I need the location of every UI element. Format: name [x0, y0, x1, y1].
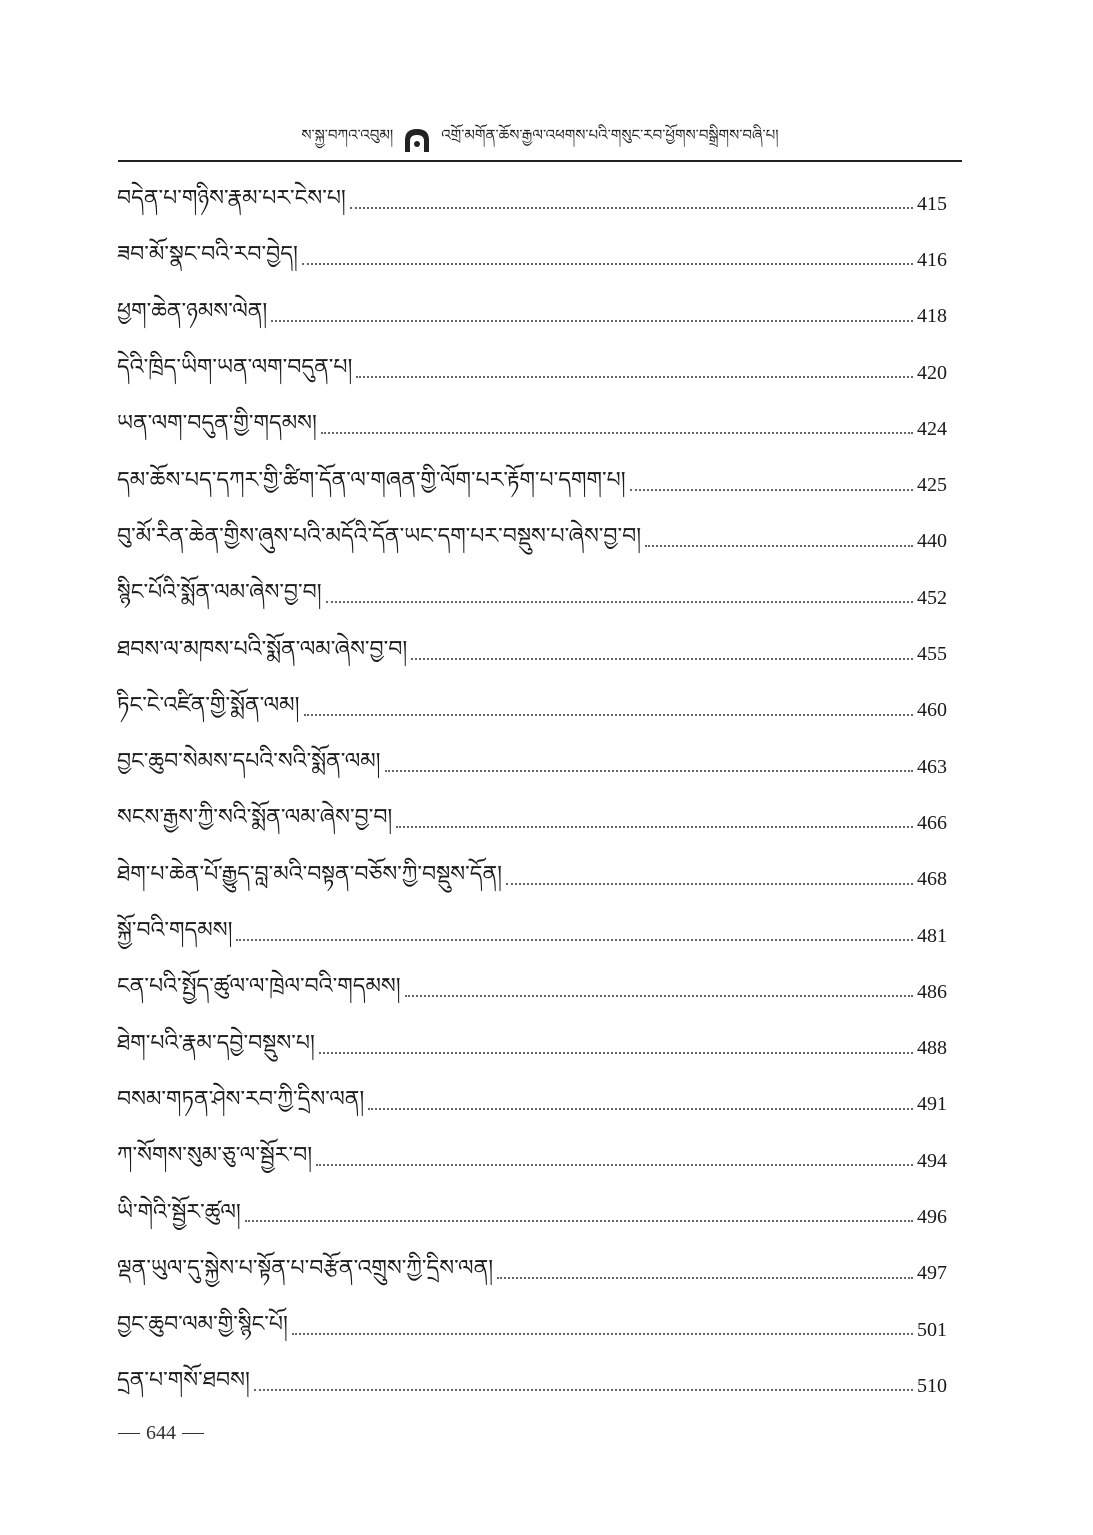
- toc-entry: [117, 626, 947, 682]
- toc-entry: [117, 1302, 947, 1358]
- dot-leader: [321, 432, 913, 434]
- toc-entry-page: 418: [917, 305, 947, 328]
- toc-entry-page: 455: [917, 643, 947, 666]
- toc-entry-title: དེའི་ཁྲིད་ཡིག་ཡན་ལག་བདུན་པ།: [117, 355, 353, 381]
- dot-leader: [506, 883, 913, 885]
- toc-entry-page: 496: [917, 1205, 947, 1228]
- toc-entry: [117, 1133, 947, 1189]
- toc-entry-title: བདེན་པ་གཉིས་རྣམ་པར་ངེས་པ།: [117, 186, 346, 212]
- toc-entry-page: 440: [917, 530, 947, 553]
- dot-leader: [254, 1389, 913, 1391]
- toc-entry-page: 468: [917, 868, 947, 891]
- toc-entry-page: 416: [917, 248, 947, 271]
- toc-entry-title: བུ་མོ་རིན་ཆེན་གྱིས་ཞུས་པའི་མདོའི་དོན་ཡང་དག་པར་བསྡུས་པ་ཞེས་བྱ་བ།: [117, 523, 642, 549]
- toc-entry: [117, 795, 947, 851]
- page-footer: [118, 1422, 204, 1445]
- dot-leader: [271, 320, 913, 322]
- dot-leader: [304, 714, 914, 716]
- dot-leader: [302, 263, 913, 265]
- dot-leader: [236, 939, 913, 941]
- toc-entry-title: སྐྱོ་བའི་གདམས།: [117, 918, 233, 944]
- toc-entry-page: 486: [917, 980, 947, 1003]
- toc-entry-page: 415: [917, 192, 947, 215]
- toc-entry-title: ཐེག་པའི་རྣམ་དབྱེ་བསྡུས་པ།: [117, 1030, 315, 1056]
- table-of-contents: [117, 176, 947, 1415]
- dot-leader: [497, 1277, 913, 1279]
- toc-entry-page: 491: [917, 1093, 947, 1116]
- toc-entry-title: ཡི་གེའི་སྦྱོར་ཚུལ།: [117, 1199, 241, 1225]
- toc-entry: [117, 232, 947, 288]
- header-collection-title: ས་སྐྱ་བཀའ་འབུམ།: [301, 126, 394, 144]
- toc-entry-page: 510: [917, 1374, 947, 1397]
- dot-leader: [245, 1220, 913, 1222]
- toc-entry-title: དྲན་པ་གསོ་ཐབས།: [117, 1368, 250, 1394]
- toc-entry-page: 494: [917, 1149, 947, 1172]
- arch-emblem-icon: [403, 127, 431, 153]
- toc-entry-page: 488: [917, 1037, 947, 1060]
- toc-entry: [117, 683, 947, 739]
- toc-entry-page: 425: [917, 474, 947, 497]
- toc-entry-title: ཟབ་མོ་སྣང་བའི་རབ་བྱེད།: [117, 242, 298, 268]
- toc-entry-title: སངས་རྒྱས་ཀྱི་སའི་སྨོན་ལམ་ཞེས་བྱ་བ།: [117, 805, 393, 831]
- dot-leader: [316, 1164, 913, 1166]
- dot-leader: [356, 376, 913, 378]
- dot-leader: [326, 601, 913, 603]
- toc-entry: [117, 1020, 947, 1076]
- toc-entry-title: ཀ་སོགས་སུམ་ཅུ་ལ་སྦྱོར་བ།: [117, 1143, 313, 1169]
- dot-leader: [319, 1052, 913, 1054]
- toc-entry: [117, 908, 947, 964]
- dot-leader: [385, 770, 913, 772]
- toc-entry: [117, 1077, 947, 1133]
- toc-entry: [117, 176, 947, 232]
- toc-entry: [117, 1189, 947, 1245]
- toc-entry-title: བྱང་ཆུབ་སེམས་དཔའི་སའི་སྨོན་ལམ།: [117, 749, 381, 775]
- toc-entry-page: 452: [917, 586, 947, 609]
- toc-entry: [117, 1246, 947, 1302]
- dot-leader: [368, 1108, 913, 1110]
- toc-entry: [117, 345, 947, 401]
- dot-leader: [350, 207, 913, 209]
- toc-entry-title: ལྡན་ཡུལ་དུ་སྐྱེས་པ་སྟོན་པ་བརྩོན་འགྲུས་ཀྱི་དྲིས་ལན།: [117, 1255, 494, 1281]
- toc-entry-title: ཕྱག་ཆེན་ཉམས་ལེན།: [117, 298, 268, 324]
- toc-entry: [117, 739, 947, 795]
- dot-leader: [645, 545, 913, 547]
- page-number: 644: [146, 1422, 176, 1444]
- toc-entry: [117, 457, 947, 513]
- toc-entry: [117, 401, 947, 457]
- toc-entry-page: 501: [917, 1318, 947, 1341]
- dot-leader: [292, 1333, 913, 1335]
- toc-entry-title: ཐེག་པ་ཆེན་པོ་རྒྱུད་བླ་མའི་བསྟན་བཅོས་ཀྱི་བསྡུས་དོན།: [117, 861, 503, 887]
- toc-entry-title: ཐབས་ལ་མཁས་པའི་སྨོན་ལམ་ཞེས་བྱ་བ།: [117, 636, 408, 662]
- toc-entry-page: 481: [917, 924, 947, 947]
- dot-leader: [396, 826, 913, 828]
- toc-entry-title: བསམ་གཏན་ཤེས་རབ་ཀྱི་དྲིས་ལན།: [117, 1086, 365, 1112]
- toc-entry: [117, 289, 947, 345]
- toc-entry-title: ཡན་ལག་བདུན་གྱི་གདམས།: [117, 411, 317, 437]
- header-rule: [118, 160, 962, 162]
- toc-entry-page: 424: [917, 417, 947, 440]
- toc-entry: [117, 514, 947, 570]
- toc-entry-title: ངན་པའི་སྤྱོད་ཚུལ་ལ་ཁྲེལ་བའི་གདམས།: [117, 974, 401, 1000]
- dot-leader: [405, 995, 913, 997]
- toc-entry: [117, 964, 947, 1020]
- toc-entry: [117, 570, 947, 626]
- toc-entry-title: དམ་ཆོས་པད་དཀར་གྱི་ཚིག་དོན་ལ་གཞན་གྱི་ལོག་པར་རྟོག་པ་དགག་པ།: [117, 467, 626, 493]
- toc-entry: [117, 852, 947, 908]
- toc-entry-title: ཏིང་ངེ་འཛིན་གྱི་སྨོན་ལམ།: [117, 692, 300, 718]
- running-header: [118, 120, 962, 160]
- folio-dash-right: [182, 1433, 204, 1434]
- toc-entry-page: 466: [917, 811, 947, 834]
- dot-leader: [411, 658, 913, 660]
- toc-entry-title: སྙིང་པོའི་སྨོན་ལམ་ཞེས་བྱ་བ།: [117, 580, 322, 606]
- toc-entry-page: 420: [917, 361, 947, 384]
- toc-entry-title: བྱང་ཆུབ་ལམ་གྱི་སྙིང་པོ།: [117, 1312, 288, 1338]
- folio-dash-left: [118, 1433, 140, 1434]
- toc-entry-page: 497: [917, 1262, 947, 1285]
- toc-entry-page: 460: [917, 699, 947, 722]
- toc-entry-page: 463: [917, 755, 947, 778]
- dot-leader: [630, 489, 913, 491]
- toc-entry: [117, 1358, 947, 1414]
- header-volume-title: འགྲོ་མགོན་ཆོས་རྒྱལ་འཕགས་པའི་གསུང་རབ་ཕྱོགས་བསྒྲིགས་བཞི་པ།: [441, 126, 779, 144]
